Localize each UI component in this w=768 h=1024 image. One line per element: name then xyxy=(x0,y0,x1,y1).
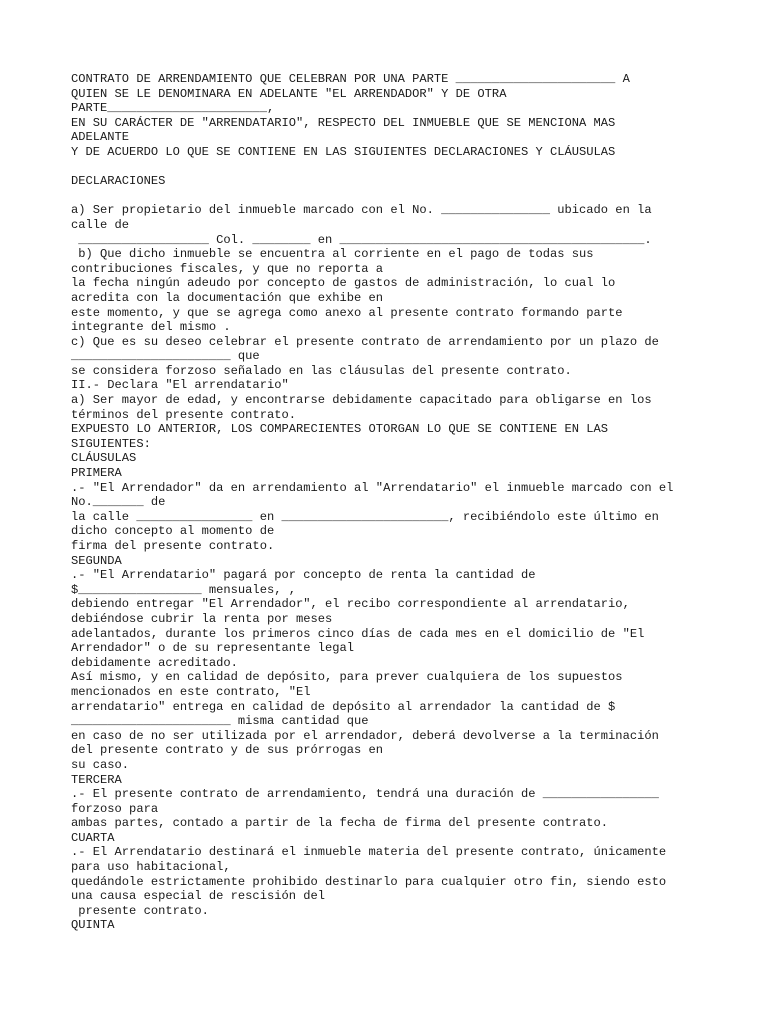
text-line: DECLARACIONES xyxy=(71,174,166,189)
text-line: debiendo entregar "El Arrendador", el recibo correspondiente al arrendatario, xyxy=(71,597,630,612)
text-line: arrendatario" entrega en calidad de depósito al arrendador la cantidad de $ xyxy=(71,699,616,714)
text-line: términos del presente contrato. xyxy=(71,407,296,422)
text-line: adelantados, durante los primeros cinco días de cada mes en el domicilio de "El xyxy=(71,626,645,641)
text-line: para uso habitacional, xyxy=(71,860,231,875)
text-line: del presente contrato y de sus prórrogas en xyxy=(71,743,384,758)
text-line: contribuciones fiscales, y que no reporta a xyxy=(71,261,384,276)
text-line: forzoso para xyxy=(71,801,159,816)
text-line: ______________________ misma cantidad que xyxy=(71,714,369,729)
text-line: mencionados en este contrato, "El xyxy=(71,684,311,699)
text-line: II.- Declara "El arrendatario" xyxy=(71,378,289,393)
text-line: No._______ de xyxy=(71,495,166,510)
text-line: c) Que es su deseo celebrar el presente contrato de arrendamiento por un plazo de xyxy=(71,334,659,349)
text-line: PRIMERA xyxy=(71,466,122,481)
blank-line xyxy=(71,189,711,204)
text-line: QUIEN SE LE DENOMINARA EN ADELANTE "EL ARRENDADOR" Y DE OTRA xyxy=(71,86,507,101)
text-line: $_________________ mensuales, , xyxy=(71,582,296,597)
text-line: acredita con la documentación que exhibe en xyxy=(71,290,384,305)
text-line: ambas partes, contado a partir de la fecha de firma del presente contrato. xyxy=(71,816,609,831)
text-line: CONTRATO DE ARRENDAMIENTO QUE CELEBRAN POR UNA PARTE ______________________ A xyxy=(71,72,630,86)
text-line: quedándole estrictamente prohibido destinarlo para cualquier otro fin, siendo esto xyxy=(71,874,667,889)
text-line: se considera forzoso señalado en las cláusulas del presente contrato. xyxy=(71,363,572,378)
text-line: a) Ser mayor de edad, y encontrarse debidamente capacitado para obligarse en los xyxy=(71,393,652,408)
text-line: CLÁUSULAS xyxy=(71,451,137,466)
text-line: .- "El Arrendatario" pagará por concepto de renta la cantidad de xyxy=(71,568,536,583)
text-line: .- El Arrendatario destinará el inmueble materia del presente contrato, únicamente xyxy=(71,845,667,860)
text-line: una causa especial de rescisión del xyxy=(71,889,326,904)
text-line: ______________________ que xyxy=(71,349,260,364)
text-line: en caso de no ser utilizada por el arrendador, deberá devolverse a la terminación xyxy=(71,728,659,743)
text-line: dicho concepto al momento de xyxy=(71,524,275,539)
text-line: este momento, y que se agrega como anexo al presente contrato formando parte xyxy=(71,305,623,320)
text-line: la calle ________________ en _______________________, recibiéndolo este último en xyxy=(71,509,659,524)
text-line: calle de xyxy=(71,217,130,232)
text-line: Arrendador" o de su representante legal xyxy=(71,641,355,656)
text-line: presente contrato. xyxy=(71,903,209,918)
text-line: ADELANTE xyxy=(71,130,130,145)
text-line: .- "El Arrendador" da en arrendamiento al "Arrendatario" el inmueble marcado con el xyxy=(71,480,674,495)
text-line: la fecha ningún adeudo por concepto de gastos de administración, lo cual lo xyxy=(71,276,616,291)
text-line: b) Que dicho inmueble se encuentra al corriente en el pago de todas sus xyxy=(71,247,594,262)
text-line: PARTE______________________, xyxy=(71,101,275,116)
text-line: Y DE ACUERDO LO QUE SE CONTIENE EN LAS SIGUIENTES DECLARACIONES Y CLÁUSULAS xyxy=(71,144,616,159)
text-line: SIGUIENTES: xyxy=(71,436,151,451)
text-line: firma del presente contrato. xyxy=(71,539,275,553)
text-line: debidamente acreditado. xyxy=(71,655,238,670)
text-line: EN SU CARÁCTER DE "ARRENDATARIO", RESPECTO DEL INMUEBLE QUE SE MENCIONA MAS xyxy=(71,115,616,130)
text-line: QUINTA xyxy=(71,918,115,933)
text-line: CUARTA xyxy=(71,830,115,845)
text-line: TERCERA xyxy=(71,772,122,787)
document-page xyxy=(71,72,711,933)
blank-line xyxy=(71,160,711,175)
text-line: .- El presente contrato de arrendamiento, tendrá una duración de ________________ xyxy=(71,787,659,802)
text-line: debiéndose cubrir la renta por meses xyxy=(71,611,333,626)
text-line: Así mismo, y en calidad de depósito, para prever cualquiera de los supuestos xyxy=(71,670,623,685)
text-line: __________________ Col. ________ en __________________________________________. xyxy=(71,232,652,247)
text-line: EXPUESTO LO ANTERIOR, LOS COMPARECIENTES OTORGAN LO QUE SE CONTIENE EN LAS xyxy=(71,422,609,437)
text-line: SEGUNDA xyxy=(71,553,122,568)
text-line: a) Ser propietario del inmueble marcado con el No. _______________ ubicado en la xyxy=(71,203,652,218)
text-line: su caso. xyxy=(71,757,130,772)
text-line: integrante del mismo . xyxy=(71,320,231,335)
